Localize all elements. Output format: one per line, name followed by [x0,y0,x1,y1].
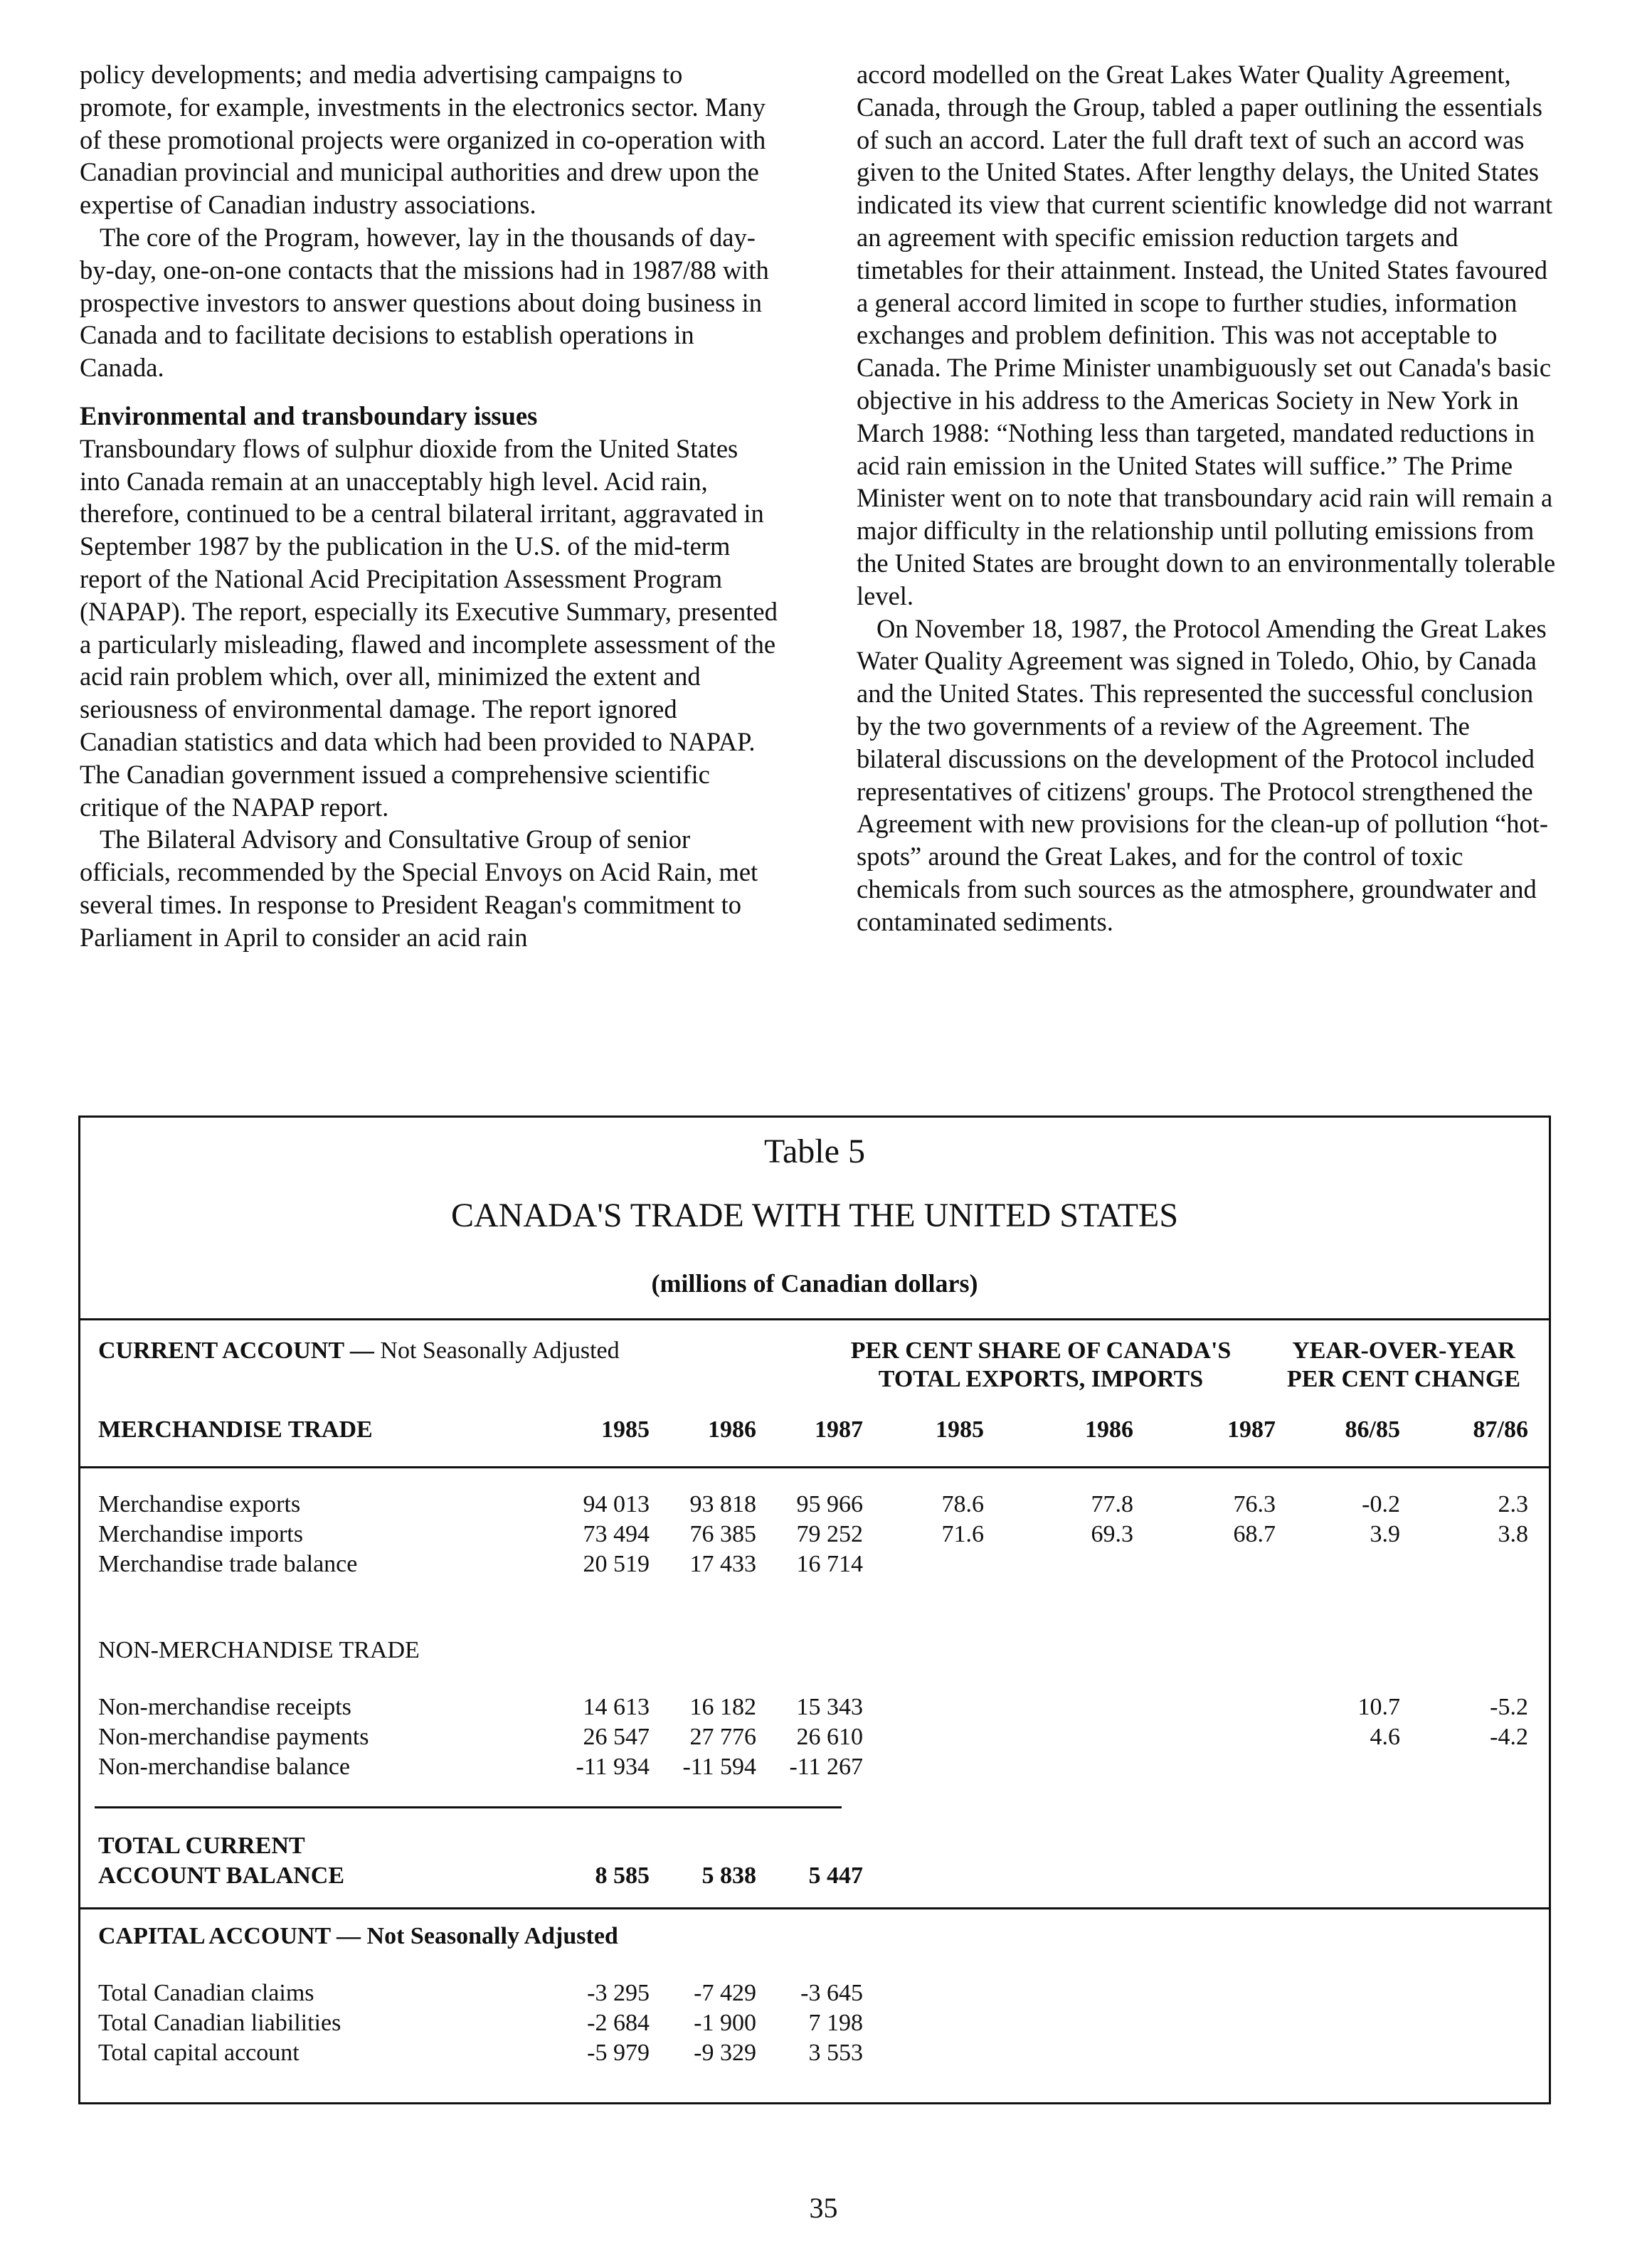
paragraph: The core of the Program, however, lay in the thousands of day-by-day, one-on-one contacts that the missions had in 1987/88 with prospective investors to answer questions about doing business in Canada and to facilitate decisions to establish operations in Canada. [80,222,769,383]
merchandise-trade-header: MERCHANDISE TRADE [98,1416,373,1443]
share-header-line1: PER CENT SHARE OF CANADA'S [850,1337,1232,1364]
table-cell: -0.2 [1362,1491,1400,1517]
table-cell: 95 966 [796,1491,863,1517]
paragraph: On November 18, 1987, the Protocol Amending the Great Lakes Water Quality Agreement was signed in Toledo, Ohio, by Canada and the United States. This represented the successful conclusion by the two governments of a review of the Agreement. The bilateral discussions on the development of the Protocol included representatives of citizens' groups. The Protocol strengthened the Agreement with new provisions for the clean-up of pollution “hot-spots” around the Great Lakes, and for the control of toxic chemicals from such sources as the atmosphere, groundwater and contaminated sediments. [857,613,1549,936]
year-header: 1986 [708,1416,756,1443]
share-header-line2: TOTAL EXPORTS, IMPORTS [878,1366,1204,1392]
share-year-header: 1986 [1085,1416,1133,1443]
table-cell: -11 934 [576,1754,650,1780]
table-cell: -3 295 [587,1980,650,2006]
table-cell: 76 385 [689,1521,756,1547]
share-year-header: 1987 [1227,1416,1276,1443]
table-cell: 27 776 [689,1724,756,1750]
table-cell: 26 610 [796,1724,863,1750]
table-cell: -11 594 [682,1754,756,1780]
table-cell: -5.2 [1490,1694,1528,1720]
table-row-label: Total Canadian claims [98,1980,314,2006]
table-cell: 16 182 [689,1694,756,1720]
paragraph: Transboundary flows of sulphur dioxide from the United States into Canada remain at an unacceptably high level. Acid rain, therefore, continued to be a central bilateral irritant, aggravated in September 1987 by the publication in the U.S. of the mid-term report of the National Acid Precipitation Assessment Program (NAPAP). The report, especially its Executive Summary, presented a particularly misleading, flawed and incomplete assessment of the acid rain problem which, over all, minimized the extent and seriousness of environmental damage. The report ignored Canadian statistics and data which had been provided to NAPAP. The Canadian government issued a comprehensive scientific critique of the NAPAP report. [80,433,778,822]
table-cell: 10.7 [1357,1694,1400,1720]
table-cell: -1 900 [694,2010,756,2036]
table-cell: 15 343 [796,1694,863,1720]
table-cell: 17 433 [689,1551,756,1577]
section-heading: Environmental and transboundary issues [80,401,538,430]
table-cell: -11 267 [789,1754,863,1780]
current-account-header: CURRENT ACCOUNT — Not Seasonally Adjusted [98,1337,620,1364]
table-cell: -7 429 [694,1980,756,2006]
table-rule [80,1318,1549,1320]
table-cell: 8 585 [595,1862,650,1889]
paragraph: policy developments; and media advertising campaigns to promote, for example, investments in the electronics sector. Many of these promotional projects were organized in co-operation with Canadian provincial and municipal authorities and drew upon the expertise of Canadian industry associations. [80,60,766,220]
table-cell: 26 547 [583,1724,650,1750]
table-cell: 5 447 [808,1862,863,1889]
capital-account-header: CAPITAL ACCOUNT — Not Seasonally Adjusted [98,1923,618,1949]
paragraph: The Bilateral Advisory and Consultative Group of senior officials, recommended by the Special Envoys on Acid Rain, met several times. In response to President Reagan's commitment to Parliament in April to consider an acid rain [80,825,758,952]
table-row-label: Merchandise trade balance [98,1551,358,1577]
table-cell: -2 684 [587,2010,650,2036]
table-cell: 68.7 [1233,1521,1276,1547]
table-cell: 2.3 [1498,1491,1528,1517]
table-cell: -5 979 [587,2040,650,2066]
table-title: CANADA'S TRADE WITH THE UNITED STATES [450,1197,1179,1234]
table-row-label: Non-merchandise receipts [98,1694,351,1720]
share-year-header: 1985 [936,1416,984,1443]
table-cell: 14 613 [583,1694,650,1720]
table-cell: 5 838 [701,1862,756,1889]
table-cell: 20 519 [583,1551,650,1577]
table-cell: 16 714 [796,1551,863,1577]
table-cell: 7 198 [808,2010,863,2036]
non-merchandise-header: NON-MERCHANDISE TRADE [98,1637,420,1663]
table-unit: (millions of Canadian dollars) [651,1269,978,1298]
yoy-header-line2: PER CENT CHANGE [1286,1366,1521,1392]
trade-table [78,1116,1551,2104]
table-rule [95,1806,842,1808]
table-number: Table 5 [764,1133,865,1170]
table-row-label: Non-merchandise balance [98,1754,350,1780]
table-cell: 3 553 [808,2040,863,2066]
table-cell: 94 013 [583,1491,650,1517]
table-cell: 69.3 [1091,1521,1133,1547]
table-cell: 76.3 [1233,1491,1276,1517]
yoy-period-header: 87/86 [1473,1416,1528,1443]
yoy-header-line1: YEAR-OVER-YEAR [1292,1337,1515,1364]
right-text-column [857,58,1557,938]
table-row-label: Merchandise imports [98,1521,303,1547]
table-cell: 71.6 [941,1521,984,1547]
year-header: 1985 [601,1416,650,1443]
table-cell: 78.6 [941,1491,984,1517]
table-row-label: Total Canadian liabilities [98,2010,341,2036]
table-cell: 73 494 [583,1521,650,1547]
table-row-label: Merchandise exports [98,1491,301,1517]
total-label-line2: ACCOUNT BALANCE [98,1862,345,1889]
table-cell: 4.6 [1370,1724,1400,1750]
table-cell: 3.8 [1498,1521,1528,1547]
left-text-column [80,58,780,954]
table-cell: 77.8 [1091,1491,1133,1517]
table-row-label: Total capital account [98,2040,300,2066]
table-cell: -3 645 [800,1980,863,2006]
year-header: 1987 [815,1416,863,1443]
table-cell: 93 818 [689,1491,756,1517]
table-row-label: Non-merchandise payments [98,1724,369,1750]
table-cell: 79 252 [796,1521,863,1547]
yoy-period-header: 86/85 [1345,1416,1400,1443]
paragraph: accord modelled on the Great Lakes Water Quality Agreement, Canada, through the Group, tabled a paper outlining the essentials of such an accord. Later the full draft text of such an accord was given to the United States. After lengthy delays, the United States indicated its view that current scientific knowledge did not warrant an agreement with specific emission reduction targets and timetables for their attainment. Instead, the United States favoured a general accord limited in scope to further studies, information exchanges and problem definition. This was not acceptable to Canada. The Prime Minister unambiguously set out Canada's basic objective in his address to the Americas Society in New York in March 1988: “Nothing less than targeted, mandated reductions in acid rain emission in the United States will suffice.” The Prime Minister went on to note that transboundary acid rain will remain a major difficulty in the relationship until polluting emissions from the United States are brought down to an environmentally tolerable level. [857,60,1556,610]
page-number: 35 [809,2192,838,2224]
table-rule [80,1466,1549,1468]
total-label-line1: TOTAL CURRENT [98,1833,305,1859]
table-rule [80,1907,1549,1909]
table-cell: 3.9 [1370,1521,1400,1547]
table-cell: -9 329 [694,2040,756,2066]
table-cell: -4.2 [1490,1724,1528,1750]
